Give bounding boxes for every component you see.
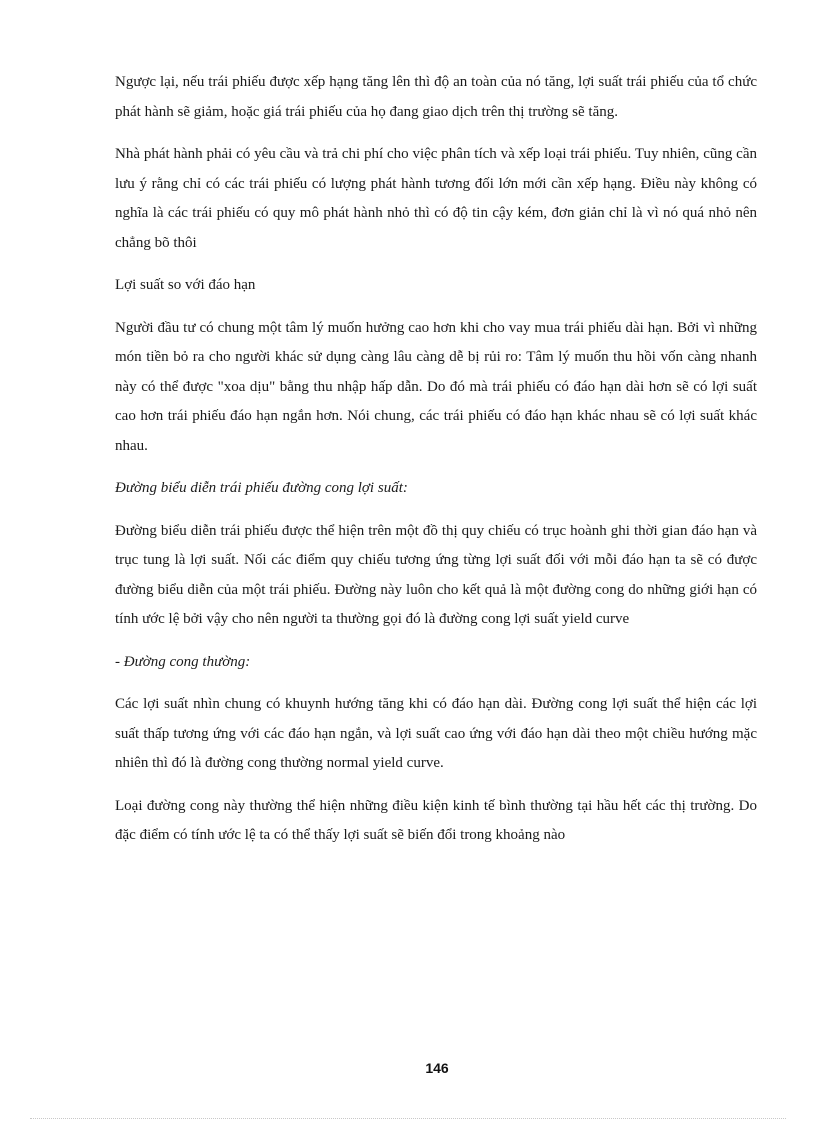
paragraph-normal-curve: Các lợi suất nhìn chung có khuynh hướng tăng khi có đáo hạn dài. Đường cong lợi suất thể hiện các lợi suất thấp tương ứng với các đáo hạn ngắn, và lợi suất cao ứng với đáo hạn dài theo một chiều hướng mặc nhiên thì đó là đường cong thường normal yield curve. xyxy=(115,696,757,771)
paragraph-yield-curve-definition: Đường biểu diễn trái phiếu được thể hiện trên một đồ thị quy chiếu có trục hoành ghi thời gian đáo hạn và trục tung là lợi suất. Nối các điểm quy chiếu tương ứng từng lợi suất đối với mỗi đáo hạn ta sẽ có được đường biểu diễn của một trái phiếu. Đường này luôn cho kết quả là một đường cong do những giới hạn có tính ước lệ bởi vậy cho nên người ta thường gọi đó là đường cong lợi suất yield curve xyxy=(115,522,757,627)
paragraph-rating-increase: Ngược lại, nếu trái phiếu được xếp hạng tăng lên thì độ an toàn của nó tăng, lợi suất trái phiếu của tổ chức phát hành sẽ giảm, hoặc giá trái phiếu của họ đang giao dịch trên thị trường sẽ tăng. xyxy=(115,74,757,120)
paragraph-investor-psychology: Người đầu tư có chung một tâm lý muốn hưởng cao hơn khi cho vay mua trái phiếu dài hạn. Bởi vì những món tiền bỏ ra cho người khác sử dụng càng lâu càng dễ bị rủi ro: Tâm lý muốn thu hồi vốn càng nhanh này có thể được "xoa dịu" bằng thu nhập hấp dẫn. Do đó mà trái phiếu có đáo hạn dài hơn sẽ có lợi suất cao hơn trái phiếu đáo hạn ngắn hơn. Nói chung, các trái phiếu có đáo hạn khác nhau sẽ có lợi suất khác nhau. xyxy=(115,319,757,454)
paragraph-issuer-cost: Nhà phát hành phải có yêu cầu và trả chi phí cho việc phân tích và xếp loại trái phiếu. Tuy nhiên, cũng cần lưu ý rằng chỉ có các trái phiếu có lượng phát hành tương đối lớn mới cần xếp hạng. Điều này không có nghĩa là các trái phiếu có quy mô phát hành nhỏ thì có độ tin cậy kém, đơn giản chỉ là vì nó quá nhỏ nên chẳng bõ thôi xyxy=(115,146,757,251)
heading-yield-curve: Đường biểu diễn trái phiếu đường cong lợi suất: xyxy=(115,480,408,496)
paragraph-normal-conditions: Loại đường cong này thường thể hiện những điều kiện kinh tế bình thường tại hầu hết các thị trường. Do đặc điểm có tính ước lệ ta có thể thấy lợi suất sẽ biến đổi trong khoảng nào xyxy=(115,797,757,843)
page-number: 146 xyxy=(425,1060,449,1076)
document-page xyxy=(115,68,757,864)
page-bottom-divider xyxy=(30,1118,786,1119)
heading-yield-vs-maturity: Lợi suất so với đáo hạn xyxy=(115,277,256,293)
heading-normal-curve: - Đường cong thường: xyxy=(115,653,251,670)
